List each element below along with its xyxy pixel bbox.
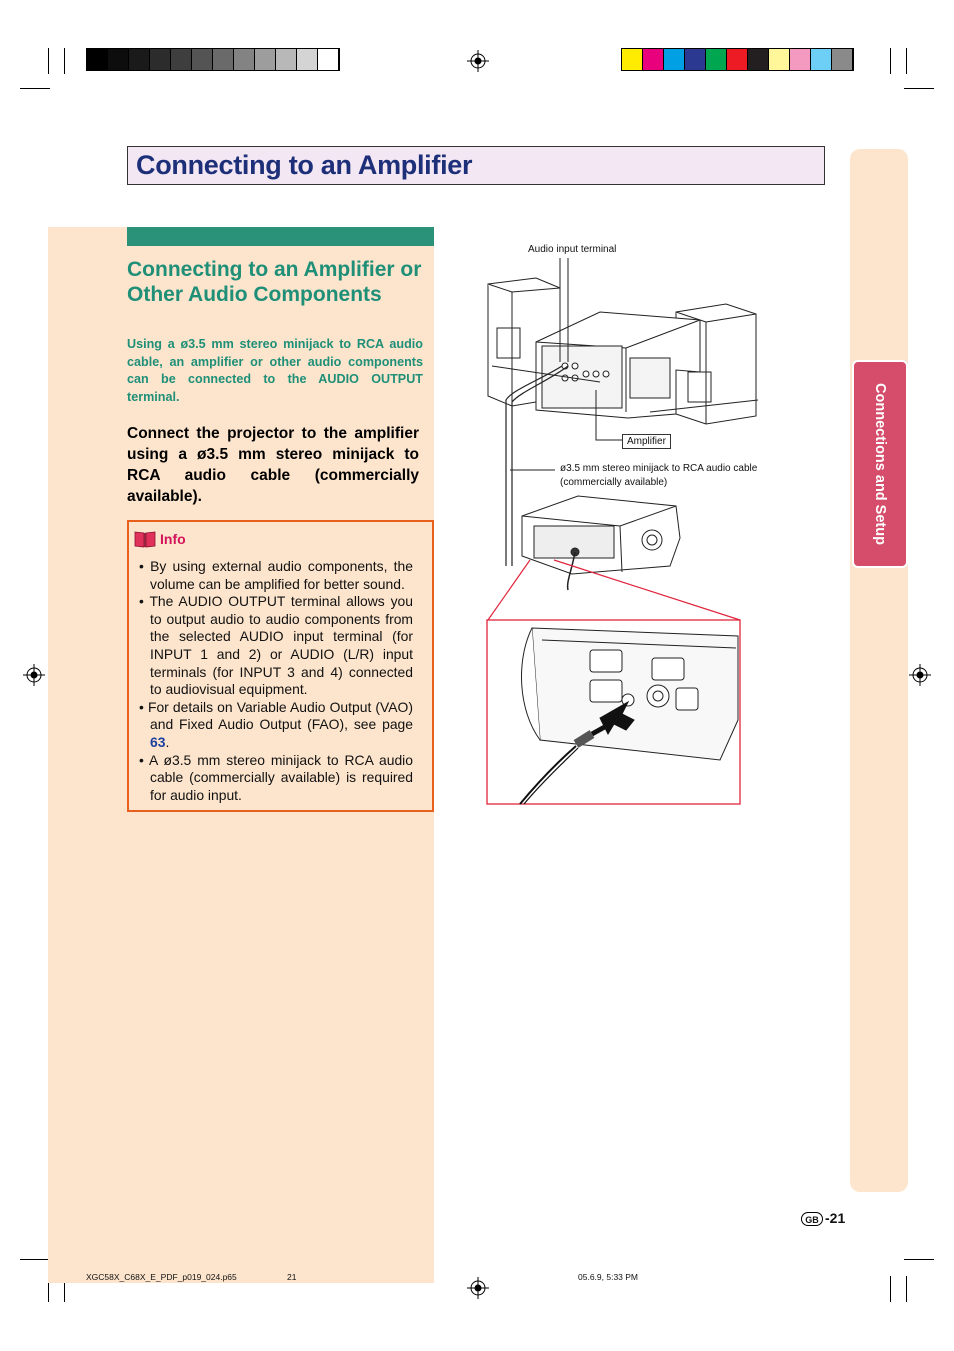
color-swatch: [706, 49, 727, 70]
crop-mark: [890, 1276, 891, 1302]
info-item: • By using external audio components, the volume can be amplified for better sound.: [139, 558, 413, 593]
crop-mark: [20, 88, 50, 89]
info-item: • A ø3.5 mm stereo minijack to RCA audio cable (commercially available) is required for audio input.: [139, 752, 413, 805]
registration-mark-icon: [467, 1277, 489, 1299]
section-intro: Using a ø3.5 mm stereo minijack to RCA audio cable, an amplifier or other audio components can be connected to the AUDIO OUTPUT terminal.: [127, 337, 423, 404]
cable-label-line1: ø3.5 mm stereo minijack to RCA audio cable: [560, 463, 758, 474]
region-badge: GB: [801, 1212, 823, 1226]
crop-mark: [906, 48, 907, 74]
grayscale-color-bar: [86, 48, 340, 71]
color-swatch: [664, 49, 685, 70]
color-swatch: [213, 49, 234, 70]
footer-file-page: 21: [287, 1272, 297, 1282]
crop-mark: [64, 48, 65, 74]
crop-mark: [906, 1276, 907, 1302]
color-swatch: [727, 49, 748, 70]
process-color-bar: [621, 48, 854, 71]
book-icon: [134, 530, 156, 548]
connection-diagram: [480, 240, 810, 810]
color-swatch: [150, 49, 171, 70]
color-swatch: [192, 49, 213, 70]
page-number: -21: [825, 1210, 846, 1226]
color-swatch: [769, 49, 790, 70]
side-tab-background: [850, 149, 908, 1192]
page-title: Connecting to an Amplifier: [136, 150, 473, 180]
registration-mark-icon: [467, 50, 489, 72]
color-swatch: [832, 49, 853, 70]
color-swatch: [643, 49, 664, 70]
section-header-bar: [127, 227, 434, 246]
color-swatch: [276, 49, 297, 70]
info-item-text: .: [165, 733, 170, 750]
color-swatch: [622, 49, 643, 70]
info-item-text: For details on Variable Audio Output (VAO) and Fixed Audio Output (FAO), see page: [147, 698, 413, 733]
section-heading: Connecting to an Amplifier or Other Audio Components: [127, 258, 422, 306]
color-swatch: [297, 49, 318, 70]
color-swatch: [685, 49, 706, 70]
amplifier-label: Amplifier: [622, 434, 671, 449]
page-reference-link[interactable]: 63: [150, 733, 166, 750]
color-swatch: [87, 49, 108, 70]
amplifier-icon: [536, 312, 700, 418]
color-swatch: [108, 49, 129, 70]
section-tab-label: Connections and Setup: [872, 383, 888, 545]
cable-label-line2: (commercially available): [560, 477, 668, 488]
color-swatch: [171, 49, 192, 70]
color-swatch: [790, 49, 811, 70]
color-swatch: [129, 49, 150, 70]
projector-icon: [522, 496, 680, 574]
info-item: • The AUDIO OUTPUT terminal allows you to output audio to audio components from the selected AUDIO input terminal (for INPUT 1 and 2) or AUDIO (L/R) input terminals (for INPUT 3 and 4) connected to audiovisual equipment.: [139, 593, 413, 699]
registration-mark-icon: [23, 664, 45, 686]
info-label: Info: [160, 531, 186, 547]
terminal-panel-closeup: [522, 628, 738, 760]
registration-mark-icon: [909, 664, 931, 686]
color-swatch: [318, 49, 339, 70]
color-swatch: [234, 49, 255, 70]
crop-mark: [48, 48, 49, 74]
footer-timestamp: 05.6.9, 5:33 PM: [578, 1272, 639, 1282]
info-item-vao: [139, 699, 413, 752]
info-list: [139, 558, 413, 804]
instruction-text: Connect the projector to the amplifier using a ø3.5 mm stereo minijack to RCA audio cable (commercially available).: [127, 425, 419, 505]
crop-mark: [904, 88, 934, 89]
color-swatch: [255, 49, 276, 70]
audio-input-terminal-label: Audio input terminal: [528, 244, 617, 255]
crop-mark: [904, 1259, 934, 1260]
crop-mark: [20, 1259, 50, 1260]
crop-mark: [890, 48, 891, 74]
color-swatch: [811, 49, 832, 70]
footer-file-name: XGC58X_C68X_E_PDF_p019_024.p65: [86, 1272, 237, 1282]
color-swatch: [748, 49, 769, 70]
